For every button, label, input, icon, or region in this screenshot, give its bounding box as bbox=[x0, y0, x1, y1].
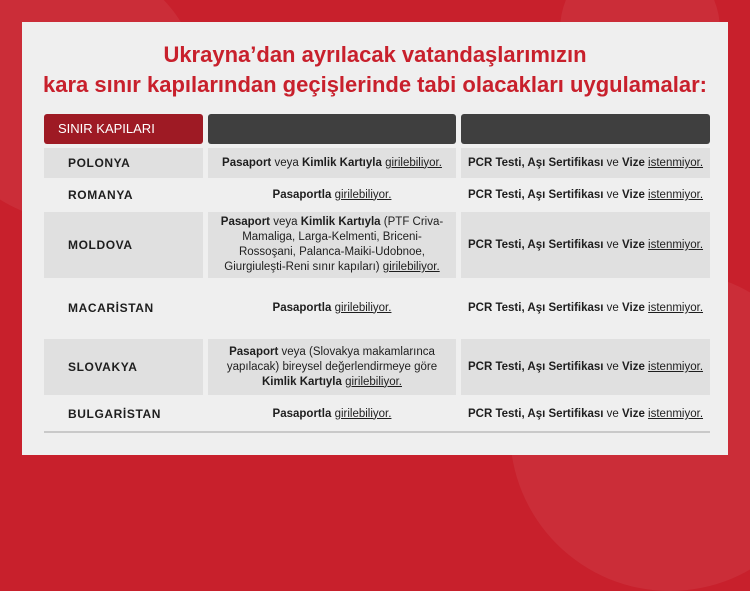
requirements-cell: PCR Testi, Aşı Sertifikası ve Vize istenmiyor. bbox=[467, 189, 704, 201]
entry-cell: Pasaport veya Kimlik Kartıyla girilebiliyor. bbox=[208, 148, 456, 178]
info-card bbox=[22, 22, 728, 455]
requirements-cell: PCR Testi, Aşı Sertifikası ve Vize istenmiyor. bbox=[461, 339, 710, 395]
requirements-cell: PCR Testi, Aşı Sertifikası ve Vize istenmiyor. bbox=[461, 212, 710, 278]
table-row-polonya bbox=[44, 148, 710, 178]
header-border-crossings: SINIR KAPILARI bbox=[44, 114, 203, 144]
table-row-moldova bbox=[44, 212, 710, 278]
entry-cell: Pasaportla girilebiliyor. bbox=[272, 188, 392, 201]
entry-cell: Pasaport veya Kimlik Kartıyla (PTF Criva-Mamaliga, Larga-Kelmenti, Briceni-Rossoşani, Palanca-Maiki-Udobnoe, Giurgiuleşti-Reni sınır kapıları) girilebiliyor. bbox=[208, 212, 456, 278]
table-row-slovakya bbox=[44, 339, 710, 395]
title-line-2: kara sınır kapılarından geçişlerinde tabi olacakları uygulamalar: bbox=[43, 72, 707, 97]
country-cell: SLOVAKYA bbox=[44, 339, 203, 395]
entry-cell: Pasaport veya (Slovakya makamlarınca yapılacak) bireysel değerlendirmeye göre Kimlik Kartıyla girilebiliyor. bbox=[208, 339, 456, 395]
title-line-1: Ukrayna’dan ayrılacak vatandaşlarımızın bbox=[163, 42, 587, 67]
entry-cell: Pasaportla girilebiliyor. bbox=[272, 301, 392, 314]
country-cell: MACARİSTAN bbox=[68, 301, 154, 315]
table-bottom-divider bbox=[44, 431, 710, 433]
country-cell: ROMANYA bbox=[68, 188, 134, 202]
table-row-macaristan bbox=[44, 281, 710, 335]
table-row-bulgaristan bbox=[44, 399, 710, 429]
requirements-cell: PCR Testi, Aşı Sertifikası ve Vize istenmiyor. bbox=[467, 302, 704, 314]
header-requirements-column bbox=[461, 114, 710, 144]
header-entry-column bbox=[208, 114, 456, 144]
entry-cell: Pasaportla girilebiliyor. bbox=[272, 407, 392, 420]
country-cell: BULGARİSTAN bbox=[68, 407, 162, 421]
table-row-romanya bbox=[44, 181, 710, 209]
country-cell: POLONYA bbox=[44, 148, 203, 178]
country-cell: MOLDOVA bbox=[44, 212, 203, 278]
requirements-cell: PCR Testi, Aşı Sertifikası ve Vize istenmiyor. bbox=[467, 408, 704, 420]
requirements-cell: PCR Testi, Aşı Sertifikası ve Vize istenmiyor. bbox=[461, 148, 710, 178]
